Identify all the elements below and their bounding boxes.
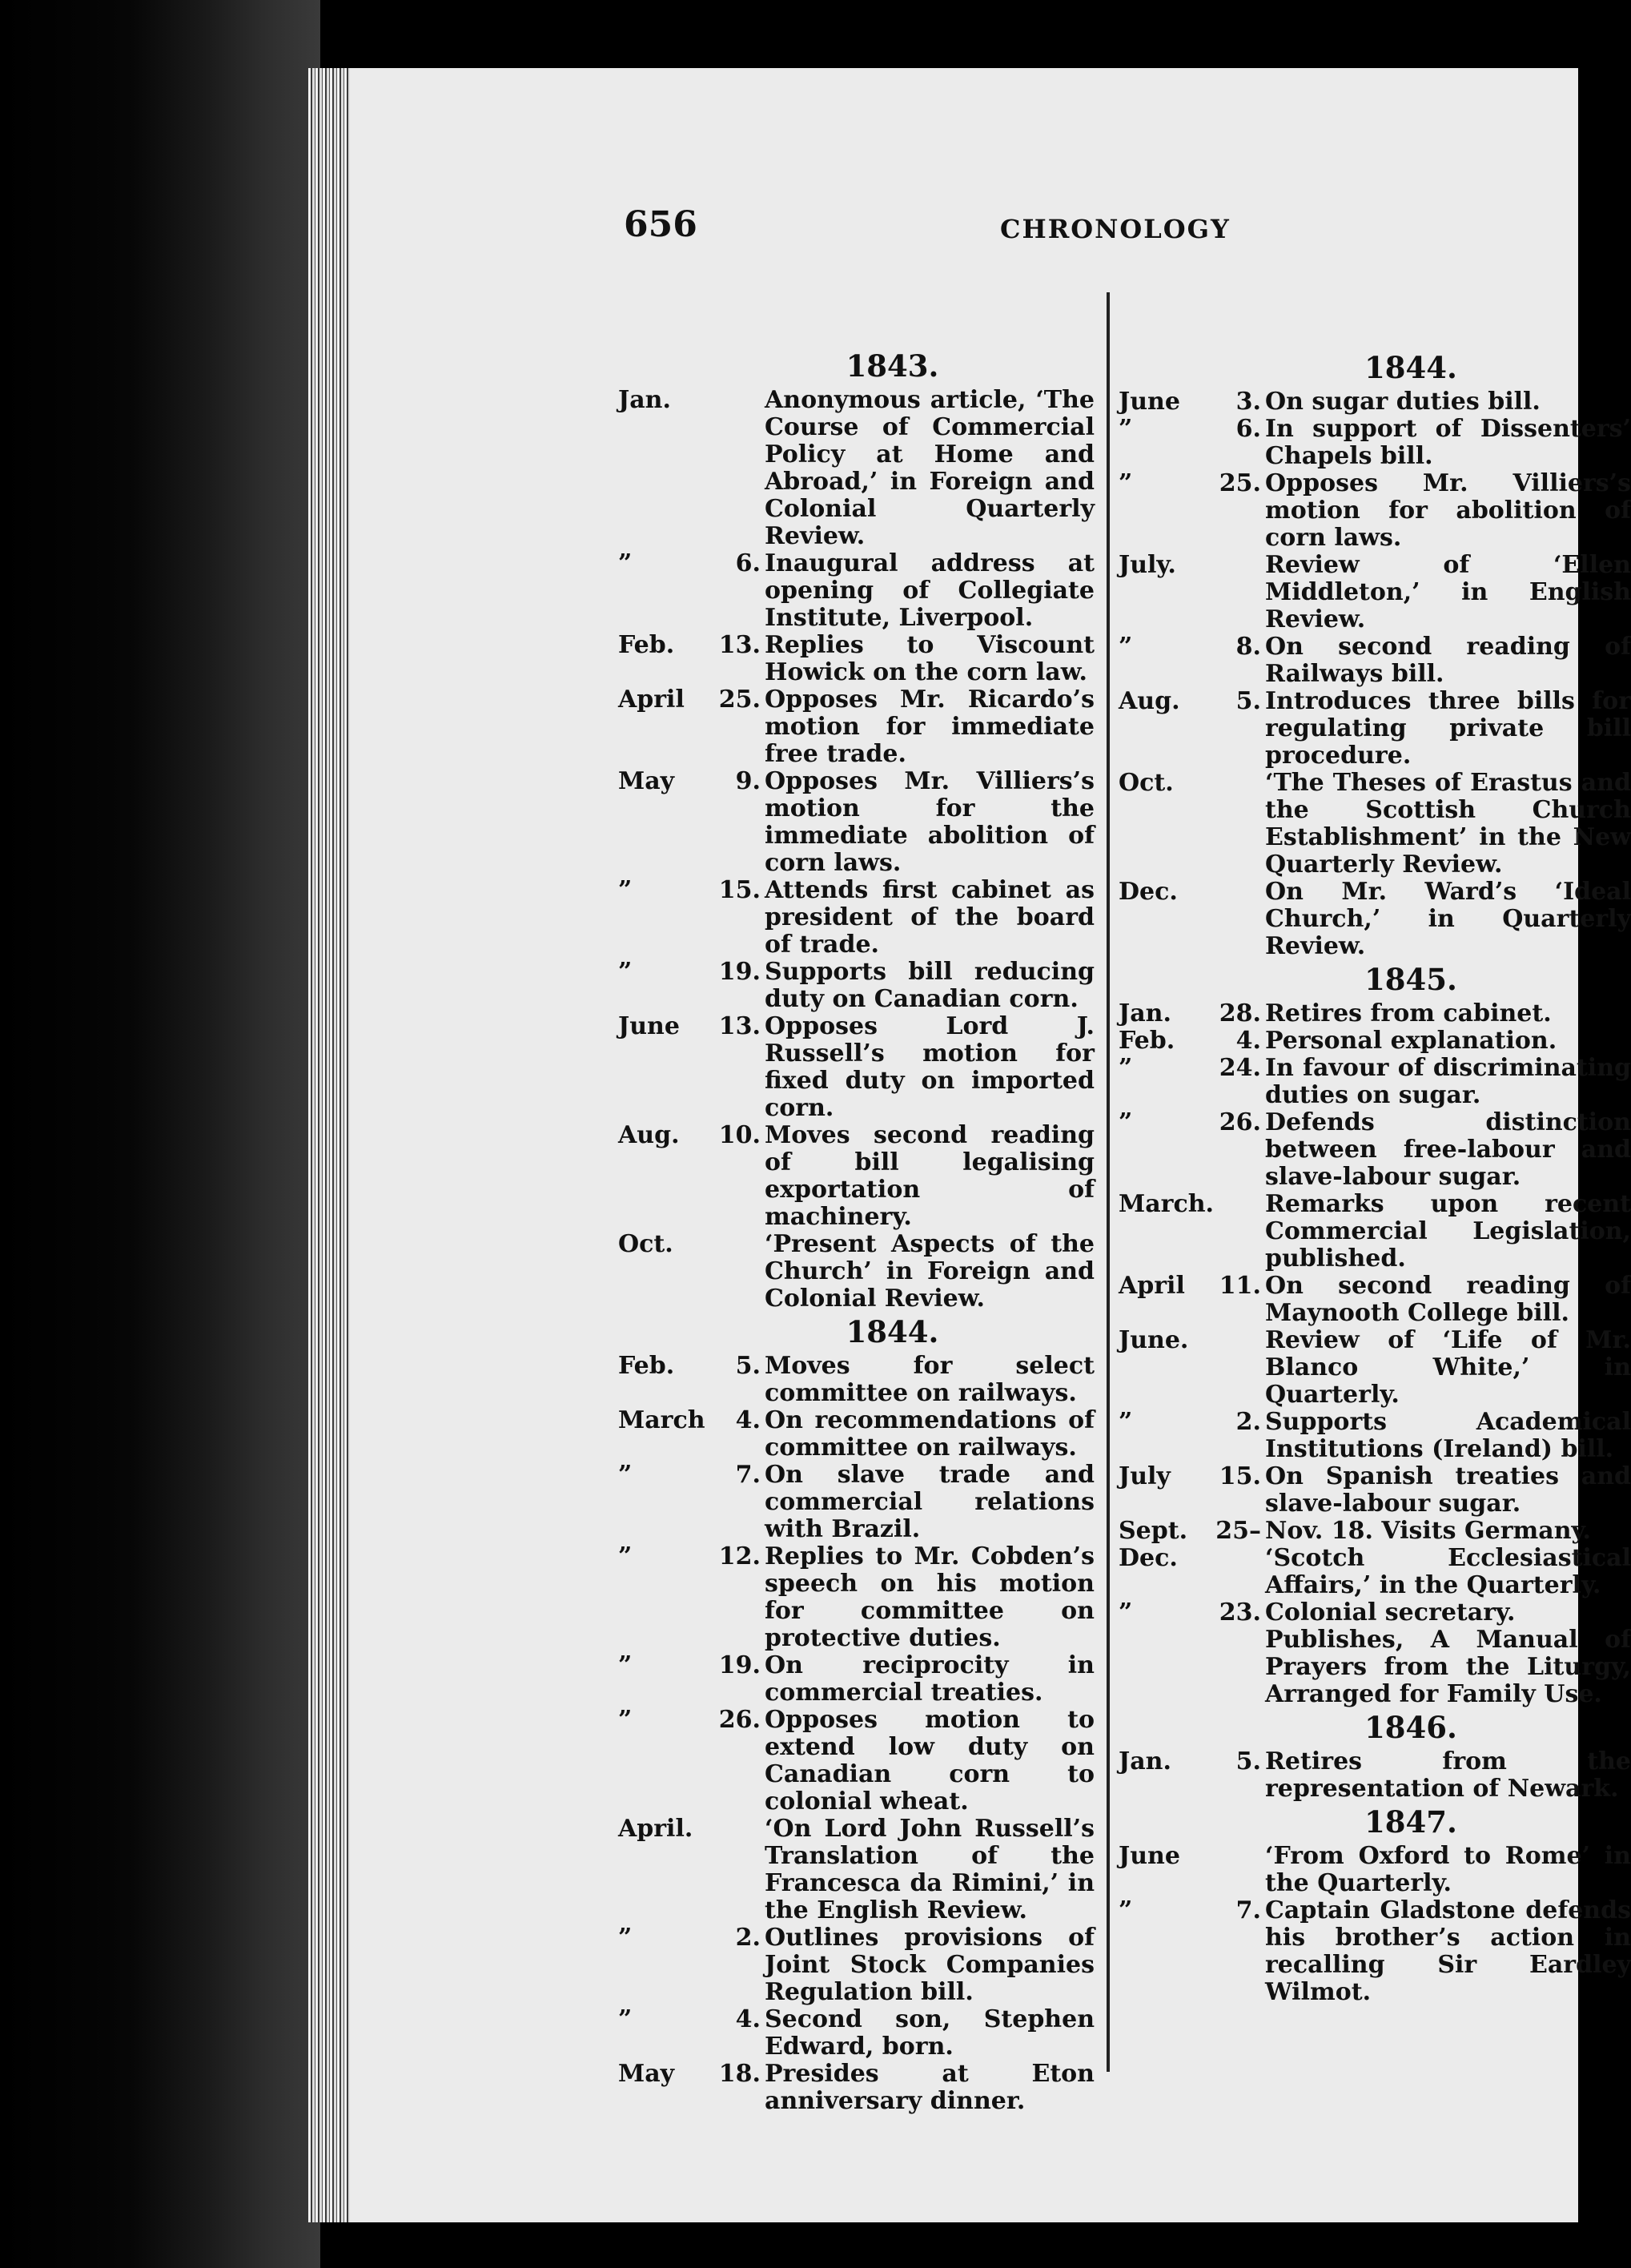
entry-month: Aug. <box>1119 687 1180 715</box>
chronology-entry <box>1119 1599 1631 1627</box>
chronology-entry <box>1119 1463 1631 1518</box>
entry-month: ” <box>618 1461 633 1489</box>
right-column <box>1119 348 1631 2006</box>
entry-text: Anonymous article, ‘The Course of Commercial Policy at Home and Abroad,’ in Foreign and Colonial Quarterly Review. <box>765 386 1095 550</box>
left-column <box>618 348 1095 2115</box>
entry-text: On sugar duties bill. <box>1265 388 1541 416</box>
column-divider <box>1107 292 1110 2072</box>
chronology-entry <box>1119 1055 1631 1109</box>
entry-text: Opposes Lord J. Russell’s motion for fixed duty on imported corn. <box>765 1012 1095 1122</box>
entry-month: June <box>1119 388 1180 416</box>
running-title: CHRONOLOGY <box>1000 214 1231 244</box>
entry-day: 5. <box>1235 1747 1261 1775</box>
entry-text: Outlines provisions of Joint Stock Companies Regulation bill. <box>765 1924 1095 2006</box>
page-number: 656 <box>624 204 697 245</box>
chronology-entry <box>618 1707 1095 1816</box>
entry-text: Opposes Mr. Ricardo’s motion for immediate free trade. <box>765 686 1095 768</box>
entry-text: Opposes Mr. Villiers’s motion for abolition of corn laws. <box>1265 469 1631 552</box>
entry-text: Introduces three bills for regulating private bill procedure. <box>1265 687 1631 770</box>
entry-month: Feb. <box>618 1352 675 1380</box>
chronology-entry <box>618 1652 1095 1707</box>
entry-month: June. <box>1119 1326 1189 1354</box>
entry-month: ” <box>618 2005 633 2033</box>
entry-month: ” <box>1119 1408 1133 1436</box>
entry-month: Sept. <box>1119 1517 1188 1545</box>
entry-text: On reciprocity in commercial treaties. <box>765 1651 1095 1707</box>
entry-text: Replies to Mr. Cobden’s speech on his motion for committee on protective duties. <box>765 1542 1095 1652</box>
entry-text: Attends first cabinet as president of the board of trade. <box>765 876 1095 959</box>
chronology-entry <box>1119 1843 1631 1897</box>
chronology-entry <box>618 1462 1095 1543</box>
page-edges <box>308 68 350 2222</box>
entry-day: 28. <box>1219 999 1261 1027</box>
entry-day: 8. <box>1235 633 1261 661</box>
chronology-entry <box>1119 688 1631 770</box>
entry-text: ‘Scotch Ecclesiastical Affairs,’ in the Quarterly. <box>1265 1544 1631 1599</box>
entry-month: Oct. <box>1119 769 1174 797</box>
entry-text: Moves for select committee on railways. <box>765 1352 1095 1407</box>
chronology-entry <box>618 1231 1095 1313</box>
entry-text: On second reading of Railways bill. <box>1265 633 1631 688</box>
entry-month: ” <box>618 1706 633 1734</box>
entry-day: 4. <box>1235 1027 1261 1055</box>
chronology-entry <box>1119 1627 1631 1708</box>
chronology-entry <box>1119 879 1631 960</box>
entry-month: Dec. <box>1119 878 1178 906</box>
entry-day: 2. <box>1235 1408 1261 1436</box>
year-heading: 1846. <box>1364 1710 1457 1745</box>
entry-text: ‘Present Aspects of the Church’ in Foreign and Colonial Review. <box>765 1230 1095 1313</box>
entry-month: ” <box>618 549 633 577</box>
entry-month: April <box>1119 1272 1185 1300</box>
chronology-entry <box>618 1353 1095 1407</box>
entry-day: 7. <box>1235 1896 1261 1924</box>
chronology-entry <box>618 2061 1095 2115</box>
entry-text: Retires from cabinet. <box>1265 999 1552 1027</box>
entry-text: On Spanish treaties and slave-labour sugar. <box>1265 1462 1631 1518</box>
chronology-entry <box>618 768 1095 877</box>
entry-day: 5. <box>1235 687 1261 715</box>
entry-day: 15. <box>1219 1462 1261 1490</box>
entry-text: Retires from the representation of Newark. <box>1265 1747 1631 1803</box>
chronology-entry <box>1119 1027 1631 1055</box>
entry-text: Supports bill reducing duty on Canadian corn. <box>765 958 1095 1013</box>
entry-text: Colonial secretary. <box>1265 1598 1516 1627</box>
entry-day: 7. <box>735 1461 761 1489</box>
entry-text: Replies to Viscount Howick on the corn law. <box>765 631 1095 686</box>
chronology-entry <box>1119 770 1631 879</box>
entry-text: Remarks upon recent Commercial Legislation, published. <box>1265 1190 1631 1273</box>
entry-day: 9. <box>735 767 761 795</box>
entry-day: 6. <box>735 549 761 577</box>
chronology-entry <box>1119 1191 1631 1273</box>
book-binding <box>0 0 320 2268</box>
entry-text: Supports Academical Institutions (Ireland) bill. <box>1265 1408 1631 1463</box>
entry-day: 13. <box>718 1012 761 1040</box>
entry-day: 25. <box>1219 469 1261 497</box>
entry-day: 19. <box>718 958 761 986</box>
chronology-entry <box>618 2006 1095 2061</box>
entry-month: May <box>618 2060 675 2088</box>
running-head <box>350 68 1578 245</box>
entry-month: ” <box>1119 1054 1133 1082</box>
entry-text: Presides at Eton anniversary dinner. <box>765 2060 1095 2115</box>
entry-month: Feb. <box>618 631 675 659</box>
entry-text: Moves second reading of bill legalising exportation of machinery. <box>765 1121 1095 1231</box>
chronology-entry <box>618 387 1095 550</box>
entry-text: ‘On Lord John Russell’s Translation of the Francesca da Rimini,’ in the English Review. <box>765 1815 1095 1924</box>
entry-text: Inaugural address at opening of Collegiate Institute, Liverpool. <box>765 549 1095 632</box>
chronology-entry <box>1119 1273 1631 1327</box>
year-heading: 1844. <box>846 1314 939 1349</box>
entry-day: 26. <box>718 1706 761 1734</box>
book-page <box>350 68 1631 2222</box>
entry-day: 15. <box>718 876 761 904</box>
entry-text: On Mr. Ward’s ‘Ideal Church,’ in Quarterly Review. <box>1265 878 1631 960</box>
chronology-entry <box>618 1924 1095 2006</box>
entry-day: 26. <box>1219 1108 1261 1136</box>
entry-month: May <box>618 767 675 795</box>
entry-month: April <box>618 686 685 714</box>
entry-text: ‘From Oxford to Rome’ in the Quarterly. <box>1265 1842 1631 1897</box>
entry-day: 23. <box>1219 1598 1261 1627</box>
entry-month: Aug. <box>618 1121 680 1149</box>
entry-month: Jan. <box>618 386 671 414</box>
entry-text: Opposes Mr. Villiers’s motion for the immediate abolition of corn laws. <box>765 767 1095 877</box>
entry-month: June <box>618 1012 680 1040</box>
entry-month: ” <box>1119 415 1133 443</box>
entry-text: Captain Gladstone defends his brother’s action in recalling Sir Eardley Wilmot. <box>1265 1896 1631 2006</box>
entry-month: Oct. <box>618 1230 673 1258</box>
entry-text: On second reading of Maynooth College bill. <box>1265 1272 1631 1327</box>
chronology-entry <box>1119 552 1631 633</box>
entry-month: ” <box>1119 1896 1133 1924</box>
entry-month: March. <box>1119 1190 1214 1218</box>
year-heading: 1844. <box>1364 350 1457 385</box>
entry-day: 25– <box>1215 1517 1261 1545</box>
entry-text: Opposes motion to extend low duty on Canadian corn to colonial wheat. <box>765 1706 1095 1816</box>
chronology-entry <box>1119 1409 1631 1463</box>
entry-month: ” <box>1119 1598 1133 1627</box>
chronology-entry <box>618 1816 1095 1924</box>
entry-day: 4. <box>735 2005 761 2033</box>
entry-month: July <box>1119 1462 1171 1490</box>
entry-month: Dec. <box>1119 1544 1178 1572</box>
entry-day: 5. <box>735 1352 761 1380</box>
entry-text: ‘The Theses of Erastus and the Scottish Church Establishment’ in the New Quarterly Review. <box>1265 769 1631 879</box>
entry-month: Jan. <box>1119 999 1171 1027</box>
entry-text: Publishes, A Manual of Prayers from the Liturgy, Arranged for Family Use. <box>1265 1626 1631 1708</box>
entry-month: July. <box>1119 551 1176 579</box>
entry-month: June <box>1119 1842 1180 1870</box>
entry-text: Defends distinction between free-labour and slave-labour sugar. <box>1265 1108 1631 1191</box>
chronology-entry <box>1119 633 1631 688</box>
chronology-entry <box>618 1407 1095 1462</box>
chronology-entry <box>1119 470 1631 552</box>
chronology-entry <box>618 550 1095 632</box>
entry-month: Feb. <box>1119 1027 1175 1055</box>
entry-month: April. <box>618 1815 693 1843</box>
chronology-entry <box>618 1122 1095 1231</box>
entry-day: 11. <box>1219 1272 1261 1300</box>
chronology-entry <box>1119 1000 1631 1027</box>
entry-month: ” <box>1119 633 1133 661</box>
entry-day: 3. <box>1235 388 1261 416</box>
chronology-entry <box>618 632 1095 686</box>
entry-day: 13. <box>718 631 761 659</box>
entry-day: 10. <box>718 1121 761 1149</box>
entry-day: 19. <box>718 1651 761 1679</box>
entry-month: March <box>618 1406 705 1434</box>
year-heading: 1847. <box>1364 1804 1457 1840</box>
chronology-entry <box>1119 1109 1631 1191</box>
chronology-entry <box>1119 388 1631 416</box>
entry-month: ” <box>1119 1108 1133 1136</box>
entry-day: 12. <box>718 1542 761 1570</box>
year-heading: 1845. <box>1364 962 1457 997</box>
entry-text: On slave trade and commercial relations with Brazil. <box>765 1461 1095 1543</box>
chronology-entry <box>1119 1327 1631 1409</box>
entry-text: In support of Dissenters’ Chapels bill. <box>1265 415 1631 470</box>
entry-text: Review of ‘Life of Mr. Blanco White,’ in Quarterly. <box>1265 1326 1631 1409</box>
entry-text: Personal explanation. <box>1265 1027 1557 1055</box>
entry-day: 24. <box>1219 1054 1261 1082</box>
entry-month: ” <box>618 1651 633 1679</box>
entry-month: Jan. <box>1119 1747 1171 1775</box>
year-heading: 1843. <box>846 348 939 384</box>
entry-day: 4. <box>735 1406 761 1434</box>
entry-month: ” <box>1119 469 1133 497</box>
entry-day: 25. <box>718 686 761 714</box>
chronology-entry <box>1119 1518 1631 1545</box>
entry-text: In favour of discriminating duties on sugar. <box>1265 1054 1631 1109</box>
chronology-entry <box>618 1543 1095 1652</box>
entry-text: Nov. 18. Visits Germany. <box>1265 1517 1591 1545</box>
chronology-entry <box>618 686 1095 768</box>
entry-day: 18. <box>718 2060 761 2088</box>
chronology-entry <box>1119 1748 1631 1803</box>
entry-month: ” <box>618 958 633 986</box>
chronology-entry <box>618 1013 1095 1122</box>
entry-text: Review of ‘Ellen Middleton,’ in English Review. <box>1265 551 1631 633</box>
entry-day: 2. <box>735 1924 761 1952</box>
entry-month: ” <box>618 1542 633 1570</box>
entry-text: Second son, Stephen Edward, born. <box>765 2005 1095 2061</box>
entry-month: ” <box>618 1924 633 1952</box>
entry-text: On recommendations of committee on railways. <box>765 1406 1095 1462</box>
chronology-entry <box>1119 416 1631 470</box>
chronology-entry <box>618 877 1095 959</box>
entry-month: ” <box>618 876 633 904</box>
chronology-entry <box>1119 1545 1631 1599</box>
chronology-entry <box>1119 1897 1631 2006</box>
entry-day: 6. <box>1235 415 1261 443</box>
chronology-entry <box>618 959 1095 1013</box>
